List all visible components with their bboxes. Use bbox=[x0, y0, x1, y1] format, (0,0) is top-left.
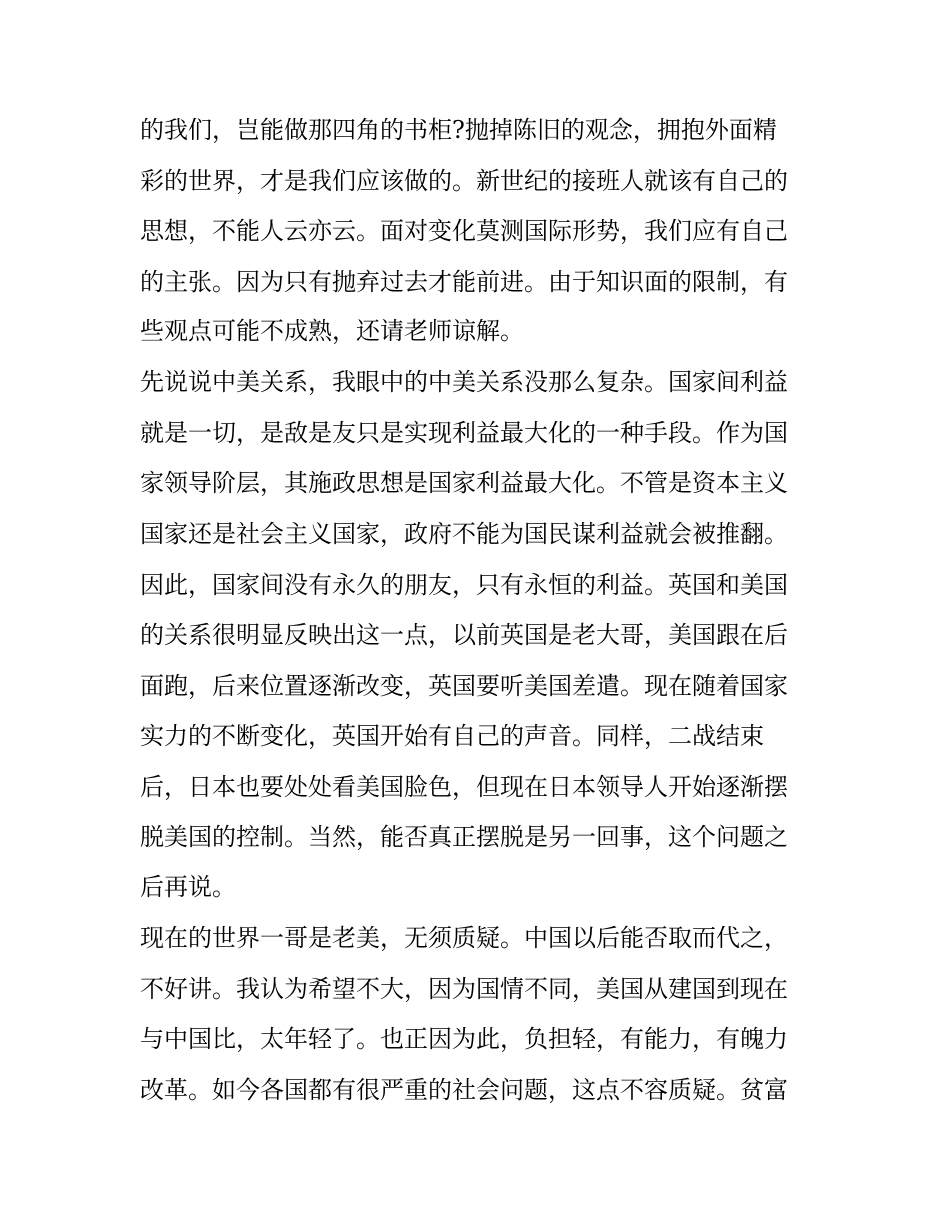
text-line: 家领导阶层，其施政思想是国家利益最大化。不管是资本主义 bbox=[140, 469, 788, 497]
text-line: 面跑，后来位置逐渐改变，英国要听美国差遣。现在随着国家 bbox=[140, 672, 788, 700]
text-line: 些观点可能不成熟，还请老师谅解。 bbox=[140, 317, 524, 345]
text-line: 彩的世界，才是我们应该做的。新世纪的接班人就该有自己的 bbox=[140, 167, 788, 195]
text-line: 思想，不能人云亦云。面对变化莫测国际形势，我们应有自己 bbox=[140, 217, 788, 245]
text-line: 改革。如今各国都有很严重的社会问题，这点不容质疑。贫富 bbox=[140, 1076, 788, 1104]
text-line: 的主张。因为只有抛弃过去才能前进。由于知识面的限制，有 bbox=[140, 268, 788, 296]
text-line: 就是一切，是敌是友只是实现利益最大化的一种手段。作为国 bbox=[140, 419, 788, 447]
text-line: 后再说。 bbox=[140, 873, 236, 901]
text-line: 现在的世界一哥是老美，无须质疑。中国以后能否取而代之， bbox=[140, 924, 788, 952]
text-line: 的我们，岂能做那四角的书柜?抛掉陈旧的观念，拥抱外面精 bbox=[140, 116, 777, 144]
text-line: 与中国比，太年轻了。也正因为此，负担轻，有能力，有魄力 bbox=[140, 1025, 788, 1053]
text-line: 实力的不断变化，英国开始有自己的声音。同样，二战结束 bbox=[140, 722, 764, 750]
text-line: 不好讲。我认为希望不大，因为国情不同，美国从建国到现在 bbox=[140, 975, 788, 1003]
text-line: 后，日本也要处处看美国脸色，但现在日本领导人开始逐渐摆 bbox=[140, 773, 788, 801]
text-line: 先说说中美关系，我眼中的中美关系没那么复杂。国家间利益 bbox=[140, 368, 788, 396]
text-line: 脱美国的控制。当然，能否真正摆脱是另一回事，这个问题之 bbox=[140, 823, 788, 851]
text-line: 的关系很明显反映出这一点，以前英国是老大哥，美国跟在后 bbox=[140, 621, 788, 649]
text-line: 因此，国家间没有永久的朋友，只有永恒的利益。英国和美国 bbox=[140, 571, 788, 599]
text-line: 国家还是社会主义国家，政府不能为国民谋利益就会被推翻。 bbox=[140, 520, 788, 548]
